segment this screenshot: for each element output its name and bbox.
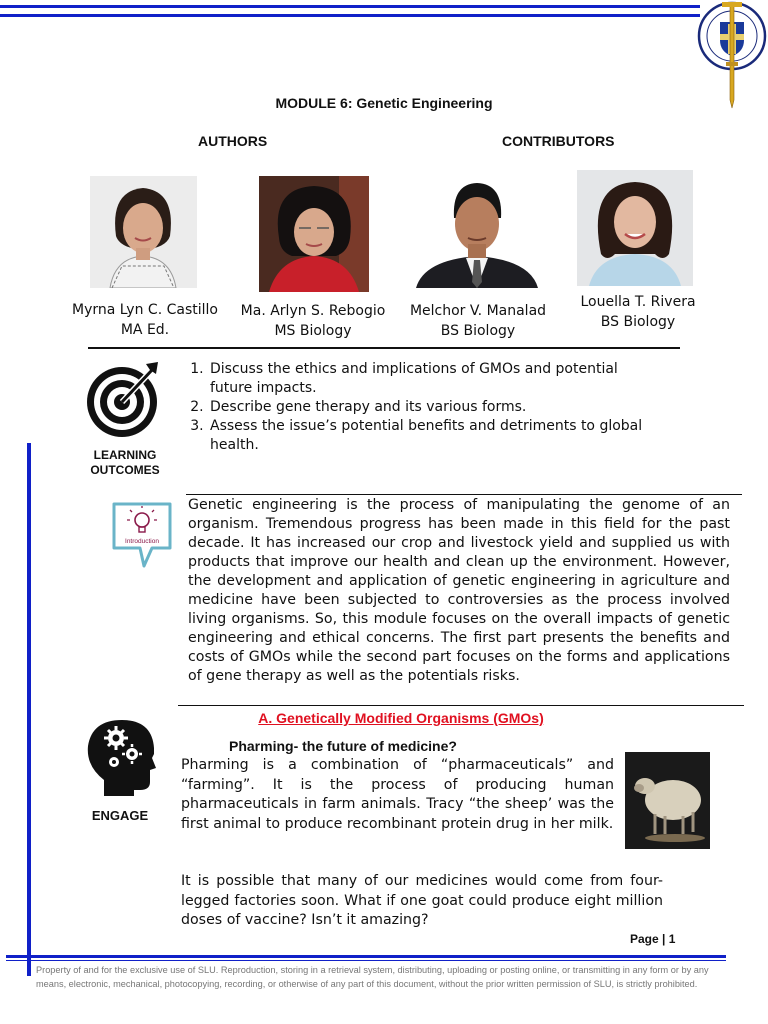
author-photo-castillo: [90, 176, 197, 288]
person-rivera: [565, 292, 711, 332]
list-item: 1. Discuss the ethics and implications of GMOs and potential future impacts.: [208, 360, 656, 398]
section-a-heading: A. Genetically Modified Organisms (GMOs): [258, 710, 544, 726]
person-degree: BS Biology: [440, 323, 516, 339]
author-photo-rebogio: [259, 176, 369, 292]
person-rebogio: [228, 301, 398, 341]
person-manalad: [395, 301, 561, 341]
footer-copyright: Property of and for the exclusive use of SLU. Reproduction, storing in a retrieval system, distributing, uploading or posting online, or transmitting in any form or by any means, electronic, mechanical, photocopying, recording, or otherwise of any part of this document, without the prior written permission of SLU, is strictly prohibited.: [36, 965, 709, 989]
footer-line-top: [6, 955, 726, 958]
target-icon: [84, 358, 164, 440]
svg-text:Introduction: Introduction: [125, 538, 159, 545]
module-title: MODULE 6: Genetic Engineering: [275, 95, 493, 111]
lightbulb-icon: [110, 500, 174, 572]
learning-outcomes-label: LEARNING OUTCOMES: [90, 448, 160, 477]
head-gears-icon: [86, 718, 156, 796]
learning-outcomes-list: [186, 360, 656, 455]
pharming-paragraph-1: Pharming is a combination of “pharmaceuticals” and “farming”. It is the process of producing human pharmaceuticals in farm animals. Tracy “the sheep’ was the first animal to produce recombinant protein drug in her milk.: [181, 757, 614, 832]
person-name: Louella T. Rivera: [580, 294, 696, 310]
page-number: Page | 1: [630, 932, 676, 946]
divider-intro: [186, 494, 742, 495]
person-name: Melchor V. Manalad: [409, 303, 547, 319]
sheep-photo: [625, 752, 710, 849]
divider-authors: [88, 347, 680, 349]
list-item: 3. Assess the issue’s potential benefits and detriments to global health.: [208, 417, 656, 455]
person-name: Myrna Lyn C. Castillo: [72, 302, 218, 318]
contributors-heading: CONTRIBUTORS: [502, 133, 615, 149]
pharming-subheading: Pharming- the future of medicine?: [229, 738, 457, 754]
person-name: Ma. Arlyn S. Rebogio: [240, 303, 386, 319]
person-castillo: [50, 300, 240, 340]
header-line-bottom: [0, 14, 700, 17]
person-degree: MS Biology: [274, 323, 352, 339]
person-degree: BS Biology: [600, 314, 676, 330]
list-item: 2. Describe gene therapy and its various forms.: [208, 398, 656, 417]
contributor-photo-rivera: [577, 170, 693, 286]
pharming-paragraph-2: It is possible that many of our medicines would come from four-legged factories soon. What if one goat could produce eight million doses of vaccine? Isn’t it amazing?: [181, 873, 663, 928]
engage-label: ENGAGE: [91, 808, 149, 823]
divider-section-a: [178, 705, 744, 706]
person-degree: MA Ed.: [120, 322, 170, 338]
footer-line-bottom: [6, 960, 726, 961]
authors-heading: AUTHORS: [198, 133, 268, 149]
header-line-top: [0, 5, 700, 8]
contributor-photo-manalad: [416, 178, 538, 288]
introduction-text: Genetic engineering is the process of manipulating the genome of an organism. Tremendous progress has been made in this field for the past decade. It has increased our crop and livestock yield and supplied us with products that improve our health and clean up the environment. However, the development and application of genetic engineering in agriculture and medicine have been subjected to controversies as the process involved living organisms. So, this module focuses on the overall impacts of genetic engineering and ethical concerns. The first part presents the benefits and costs of GMOs while the second part focuses on the forms and applications of gene therapy as well as the potentials risks.: [188, 497, 730, 684]
